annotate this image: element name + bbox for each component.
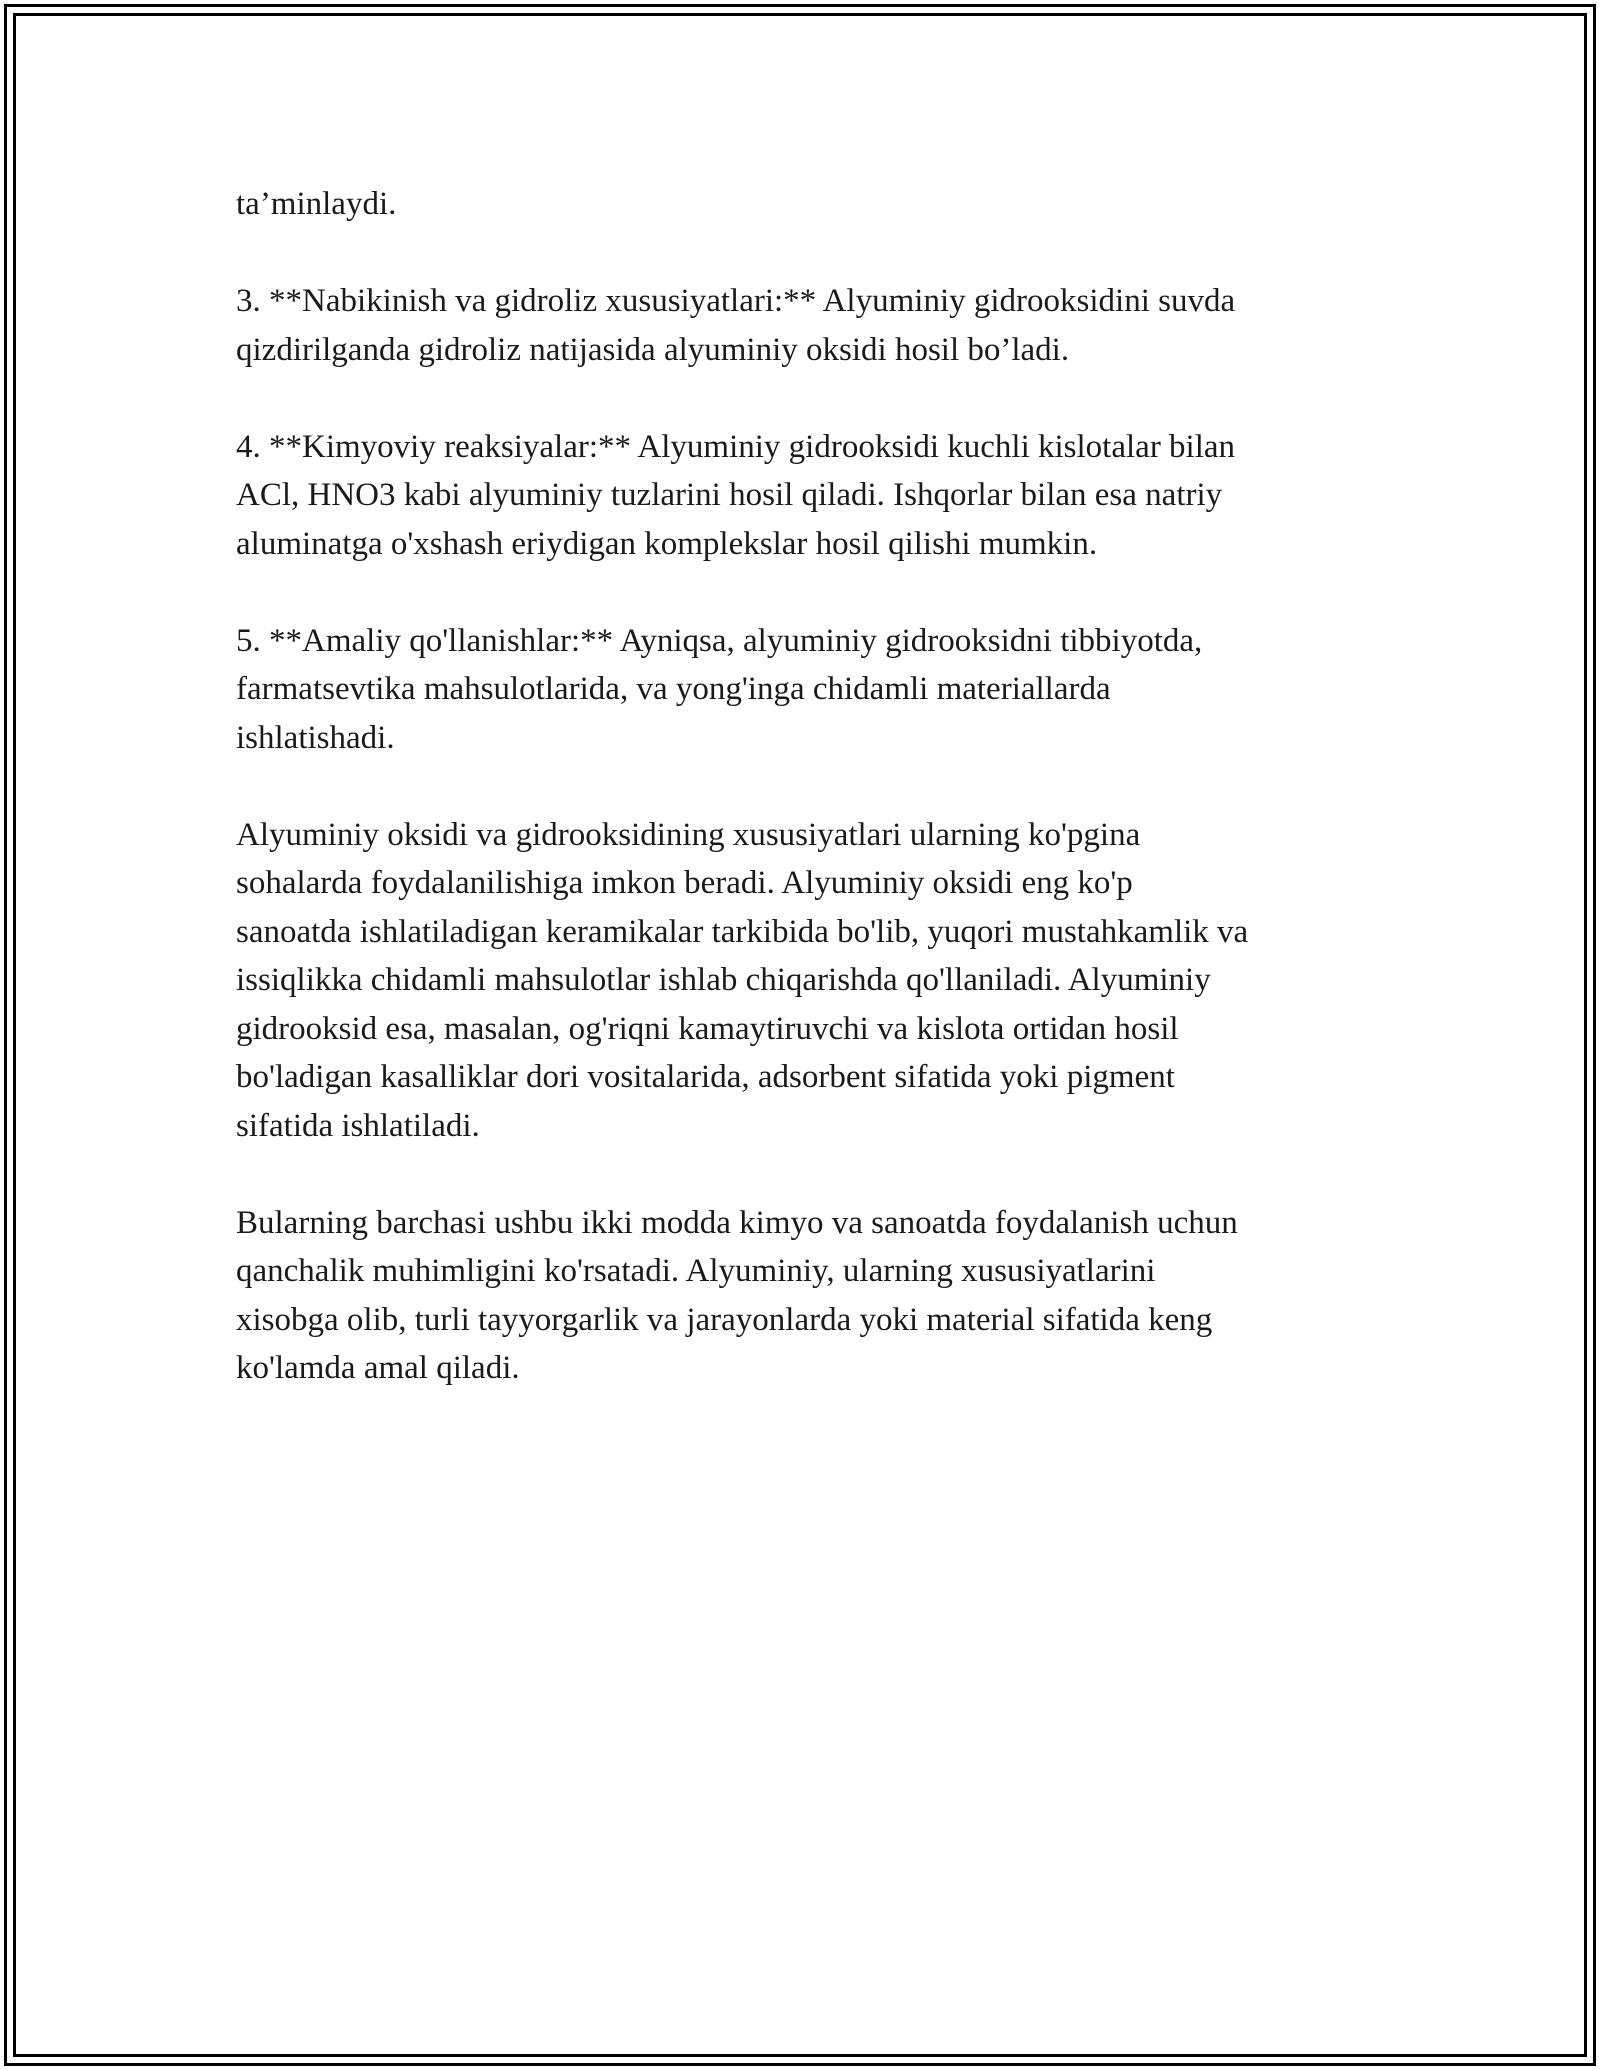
paragraph-item-5: 5. **Amaliy qo'llanishlar:** Ayniqsa, alyuminiy gidrooksidni tibbiyotda, farmatsevtika mahsulotlarida, va yong'inga chidamli materiallarda ishlatishadi. (236, 622, 1203, 756)
paragraph-item-3: 3. **Nabikinish va gidroliz xususiyatlari:** Alyuminiy gidrooksidini suvda qizdirilganda gidroliz natijasida alyuminiy oksidi hosil bo’ladi. (236, 283, 1236, 368)
paragraph-item-4: 4. **Kimyoviy reaksiyalar:** Alyuminiy gidrooksidi kuchli kislotalar bilan ACl, HNO3 kabi alyuminiy tuzlarini hosil qiladi. Ishqorlar bilan esa natriy aluminatga o'xshash eriydigan komplekslar hosil qilishi mumkin. (236, 428, 1236, 562)
paragraph-continuation: ta’minlaydi. (236, 186, 397, 222)
paragraph-summary: Alyuminiy oksidi va gidrooksidining xususiyatlari ularning ko'pgina sohalarda foydalanilishiga imkon beradi. Alyuminiy oksidi eng ko'p sanoatda ishlatiladigan keramikalar tarkibida bo'lib, yuqori mustahkamlik va issiqlikka chidamli mahsulotlar ishlab chiqarishda qo'llaniladi. Alyuminiy gidrooksid esa, masalan, og'riqni kamaytiruvchi va kislota ortidan hosil bo'ladigan kasalliklar dori vositalarida, adsorbent sifatida yoki pigment sifatida ishlatiladi. (236, 816, 1249, 1144)
document-body (236, 180, 1386, 1441)
paragraph-conclusion: Bularning barchasi ushbu ikki modda kimyo va sanoatda foydalanish uchun qanchalik muhimligini ko'rsatadi. Alyuminiy, ularning xususiyatlarini xisobga olib, turli tayyorgarlik va jarayonlarda yoki material sifatida keng ko'lamda amal qiladi. (236, 1204, 1238, 1386)
